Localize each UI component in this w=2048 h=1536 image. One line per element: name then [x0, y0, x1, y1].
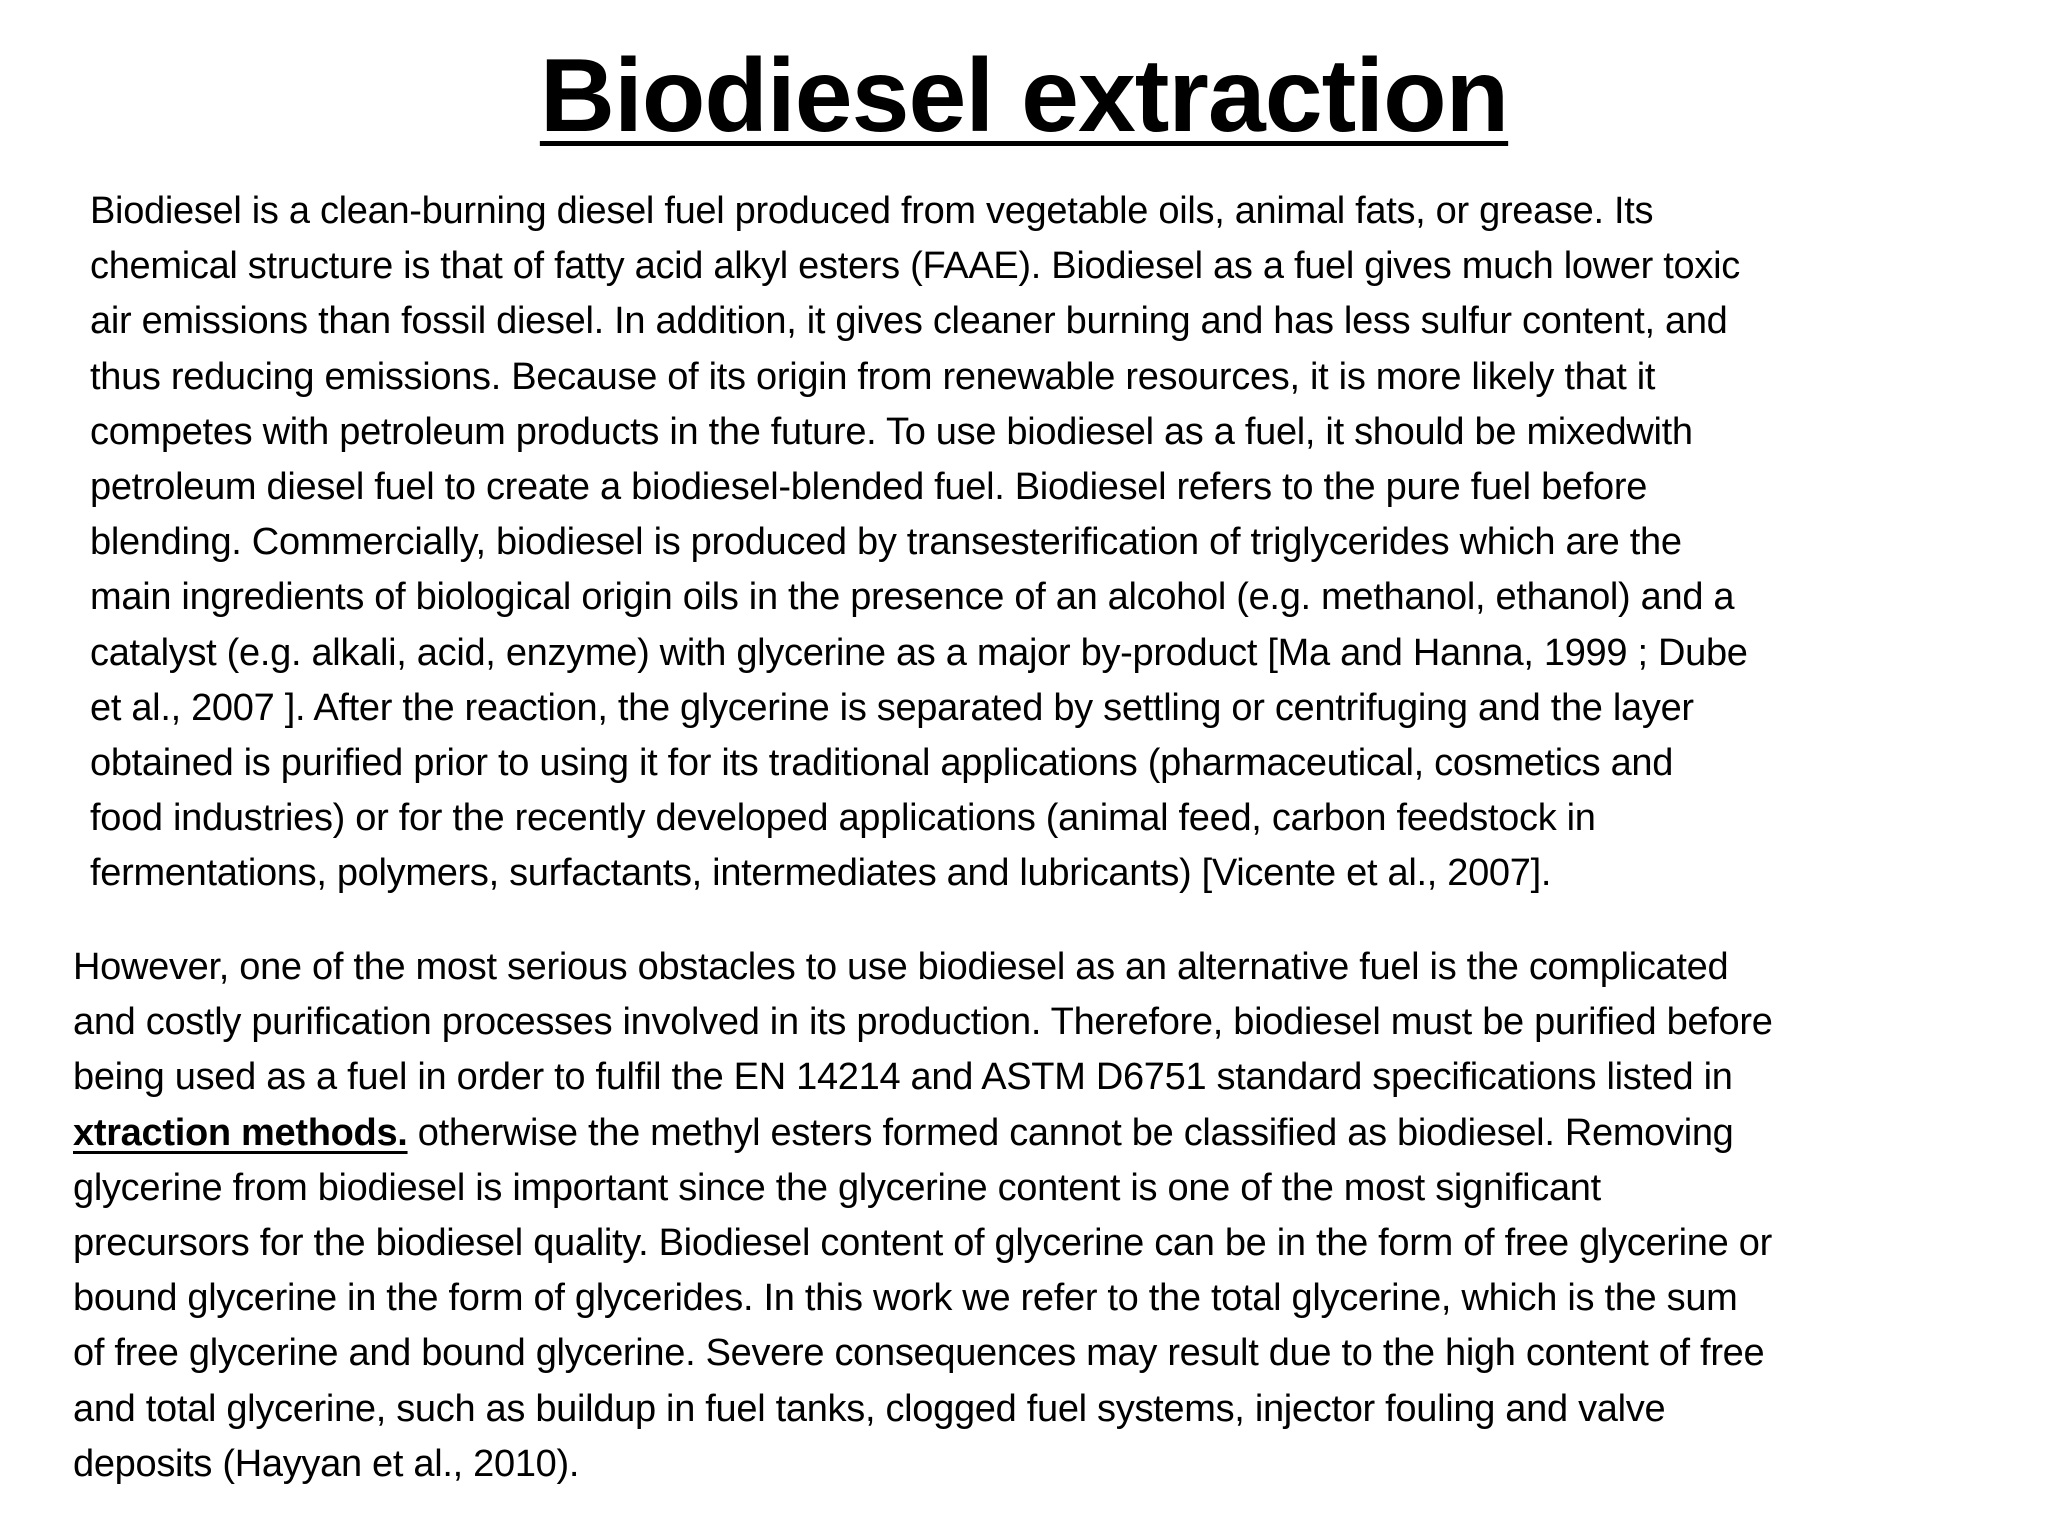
extraction-methods-link[interactable]: xtraction methods. — [73, 1111, 408, 1154]
slide-title-text: Biodiesel extraction — [539, 38, 1509, 154]
intro-paragraph-line: petroleum diesel fuel to create a biodiesel-blended fuel. Biodiesel refers to the pure fuel before — [90, 466, 1648, 509]
purification-paragraph-line: precursors for the biodiesel quality. Biodiesel content of glycerine can be in the form of free glycerine or — [73, 1222, 1772, 1265]
intro-paragraph-line: obtained is purified prior to using it for its traditional applications (pharmaceutical, cosmetics and — [90, 742, 1674, 785]
purification-paragraph-line: being used as a fuel in order to fulfil the EN 14214 and ASTM D6751 standard specifications listed in — [73, 1056, 1733, 1099]
purification-paragraph-line: and costly purification processes involved in its production. Therefore, biodiesel must be purified before — [73, 1001, 1773, 1044]
intro-paragraph-line: thus reducing emissions. Because of its origin from renewable resources, it is more likely that it — [90, 355, 1656, 398]
purification-paragraph-line: bound glycerine in the form of glycerides. In this work we refer to the total glycerine, which is the sum — [73, 1277, 1738, 1320]
purification-paragraph-line: deposits (Hayyan et al., 2010). — [73, 1442, 580, 1485]
intro-paragraph-line: fermentations, polymers, surfactants, intermediates and lubricants) [Vicente et al., 2007]. — [90, 852, 1552, 895]
intro-paragraph-line: catalyst (e.g. alkali, acid, enzyme) with glycerine as a major by-product [Ma and Hanna, 1999 ; Dube — [90, 631, 1748, 674]
purification-paragraph-line-rest: otherwise the methyl esters formed cannot be classified as biodiesel. Removing — [407, 1111, 1734, 1154]
purification-paragraph-line: However, one of the most serious obstacles to use biodiesel as an alternative fuel is the complicated — [73, 946, 1729, 988]
slide-title — [0, 36, 2048, 156]
purification-paragraph-line-with-link — [73, 1106, 2013, 1161]
intro-paragraph-line: competes with petroleum products in the future. To use biodiesel as a fuel, it should be mixedwith — [90, 410, 1693, 453]
intro-paragraph-line: chemical structure is that of fatty acid alkyl esters (FAAE). Biodiesel as a fuel gives much lower toxic — [90, 245, 1740, 288]
intro-paragraph-line: air emissions than fossil diesel. In addition, it gives cleaner burning and has less sulfur content, and — [90, 300, 1728, 343]
intro-paragraph-line: blending. Commercially, biodiesel is produced by transesterification of triglycerides which are the — [90, 521, 1682, 564]
intro-paragraph-line: Biodiesel is a clean-burning diesel fuel produced from vegetable oils, animal fats, or grease. Its — [90, 190, 1654, 232]
purification-paragraph-line: of free glycerine and bound glycerine. Severe consequences may result due to the high content of free — [73, 1332, 1765, 1375]
purification-paragraph-line: glycerine from biodiesel is important since the glycerine content is one of the most significant — [73, 1166, 1601, 1209]
intro-paragraph-line: food industries) or for the recently developed applications (animal feed, carbon feedstock in — [90, 797, 1596, 840]
purification-paragraph-line: and total glycerine, such as buildup in fuel tanks, clogged fuel systems, injector fouling and valve — [73, 1387, 1666, 1430]
intro-paragraph-line: main ingredients of biological origin oils in the presence of an alcohol (e.g. methanol, ethanol) and a — [90, 576, 1735, 619]
intro-paragraph — [90, 184, 1990, 902]
intro-paragraph-line: et al., 2007 ]. After the reaction, the glycerine is separated by settling or centrifuging and the layer — [90, 686, 1694, 729]
purification-paragraph — [73, 940, 2013, 1492]
